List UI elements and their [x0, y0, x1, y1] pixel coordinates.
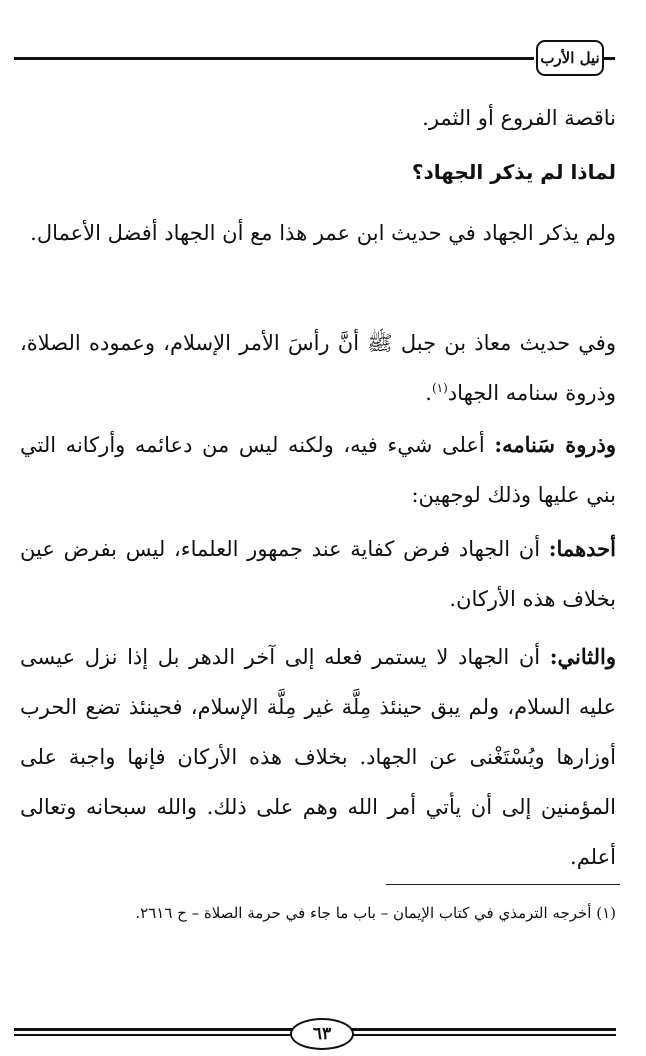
paragraph-3 [20, 420, 616, 520]
paragraph-2-text: وفي حديث معاذ بن جبل ﷺ أنَّ رأسَ الأمر الإسلام، وعموده الصلاة، وذروة سنامه الجهاد [20, 331, 616, 405]
footnote-reference[interactable]: (١) [431, 381, 448, 395]
footnote-separator [386, 884, 620, 885]
paragraph-3-lead: وذروة سَنامه: [494, 432, 616, 457]
paragraph-3-text: أعلى شيء فيه، ولكنه ليس من دعائمه وأركانه التي بني عليها وذلك لوجهين: [20, 433, 616, 507]
paragraph-4 [20, 524, 616, 624]
header-rule-tail [603, 57, 615, 60]
paragraph-4-lead: أحدهما: [548, 536, 616, 561]
section-heading: لماذا لم يذكر الجهاد؟ [411, 160, 616, 184]
paragraph-1: ولم يذكر الجهاد في حديث ابن عمر هذا مع أن الجهاد أفضل الأعمال. [30, 221, 616, 245]
paragraph-continuation: ناقصة الفروع أو الثمر. [422, 106, 616, 130]
paragraph-2-end: . [425, 381, 432, 405]
page-number: ٦٣ [290, 1018, 354, 1050]
paragraph-5-lead: والثاني: [549, 644, 616, 669]
paragraph-4-text: أن الجهاد فرض كفاية عند جمهور العلماء، ليس بفرض عين بخلاف هذه الأركان. [20, 537, 616, 611]
footnote: (١) أخرجه الترمذي في كتاب الإيمان – باب ما جاء في حرمة الصلاة – ح ٢٦١٦. [135, 904, 616, 922]
paragraph-5 [20, 632, 616, 882]
paragraph-5-text: أن الجهاد لا يستمر فعله إلى آخر الدهر بل إذا نزل عيسى عليه السلام، ولم يبق حينئذ مِلَّة غير مِلَّة الإسلام، فحينئذ تضع الحرب أوزارها ويُسْتَغْنى عن الجهاد. بخلاف هذه الأركان فإنها واجبة على المؤمنين إلى أن يأتي أمر الله وهم على ذلك. والله سبحانه وتعالى أعلم. [20, 645, 616, 869]
header-rule [14, 57, 534, 60]
paragraph-2 [20, 318, 616, 418]
running-title: نيل الأرب [536, 40, 604, 76]
